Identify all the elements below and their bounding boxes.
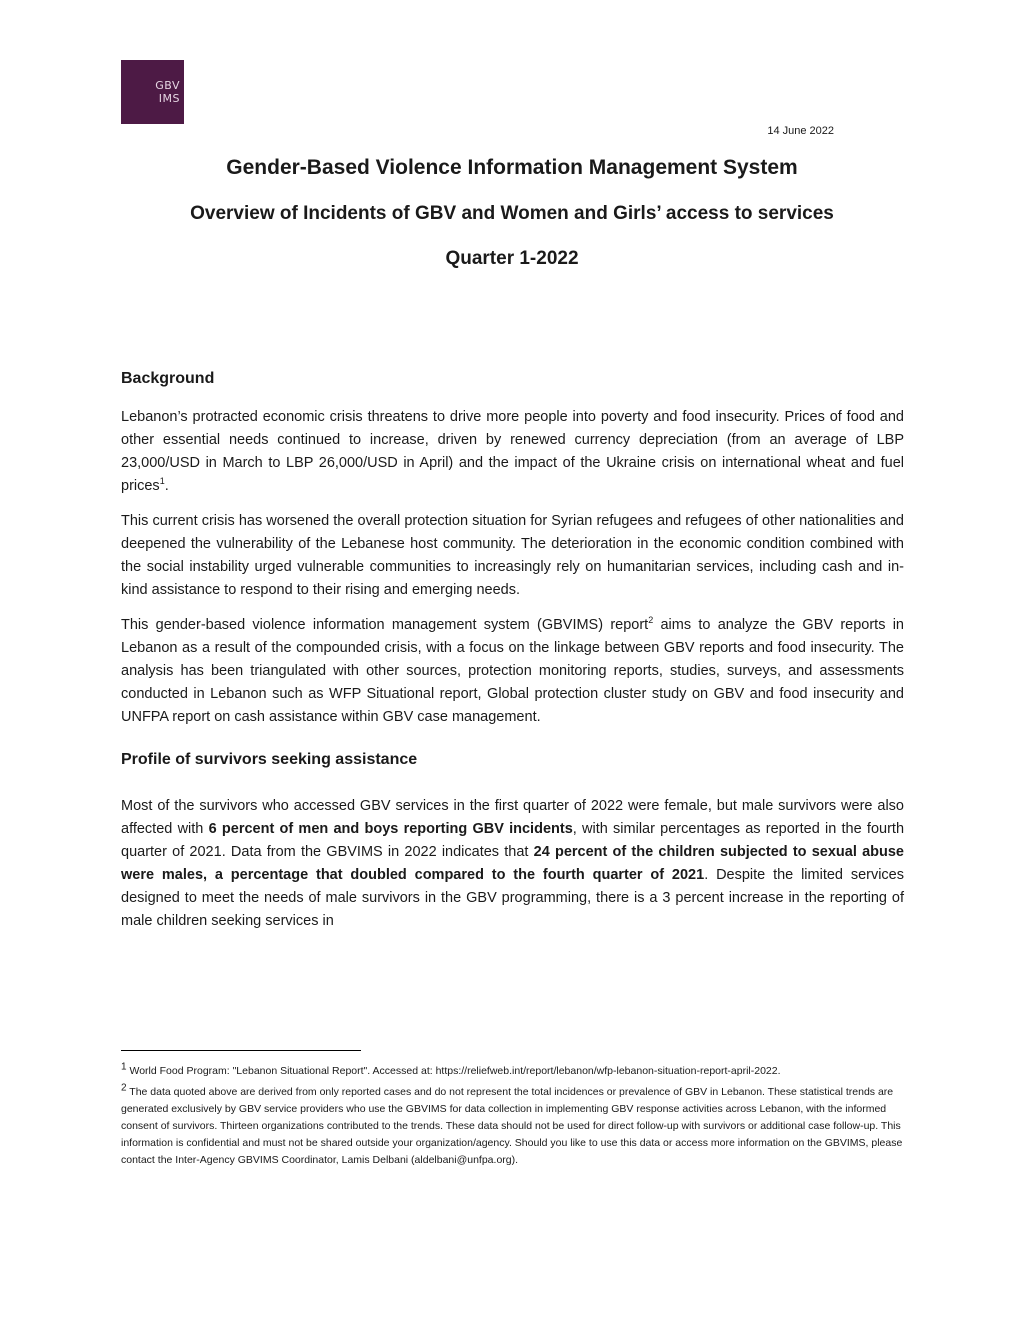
report-date: 14 June 2022: [767, 125, 834, 137]
footnote-ref-1[interactable]: 1: [159, 476, 165, 487]
logo-line2: IMS: [158, 92, 180, 105]
main-title: Gender-Based Violence Information Management System: [226, 156, 798, 179]
background-paragraph-1: Lebanon’s protracted economic crisis threatens to drive more people into poverty and food insecurity. Prices of food and other essential needs continued to increase, driven by renewed currency depreciation (from an average of LBP 23,000/USD in March to LBP 26,000/USD in April) and the impact of the Ukraine crisis on international wheat and fuel prices$^1$.: [121, 409, 904, 494]
logo-line1: GBV: [155, 79, 180, 92]
footnote-divider: [121, 1050, 361, 1051]
quarter-title: Quarter 1-2022: [445, 248, 579, 269]
footnotes: [121, 1063, 904, 1173]
document-body: [121, 368, 904, 945]
subtitle: Overview of Incidents of GBV and Women and Girls’ access to services: [190, 203, 834, 224]
footnote-2: $^2$ The data quoted above are derived from only reported cases and do not represent the total incidences or prevalence of GBV in Lebanon. These statistical trends are generated exclusively by GBV service providers who use the GBVIMS for data collection in implementing GBV response activities across Lebanon, with the informed consent of survivors. Thirteen organizations contributed to the trends. These data should not be used for direct follow-up with survivors or additional case follow-up. This information is confidential and must not be shared outside your organization/agency. Should you like to use this data or access more information on the GBVIMS, please contact the Inter-Agency GBVIMS Coordinator, Lamis Delbani (aldelbani@unfpa.org).: [121, 1082, 903, 1166]
footnote-ref-2[interactable]: 2: [648, 615, 654, 626]
background-paragraph-2: This current crisis has worsened the overall protection situation for Syrian refugees and refugees of other nationalities and deepened the vulnerability of the Lebanese host community. The deterioration in the economic condition combined with the social instability urged vulnerable communities to increasingly rely on humanitarian services, including cash and in-kind assistance to respond to their rising and emerging needs.: [121, 513, 904, 598]
background-paragraph-3: This gender-based violence information management system (GBVIMS) report$^2$ aims to analyze the GBV reports in Lebanon as a result of the compounded crisis, with a focus on the linkage between GBV reports and food insecurity. The analysis has been triangulated with other sources, protection monitoring reports, studies, surveys, and assessments conducted in Lebanon such as WFP Situational report, Global protection cluster study on GBV and food insecurity and UNFPA report on cash assistance within GBV case management.: [121, 615, 904, 725]
background-heading: Background: [121, 370, 215, 387]
title-block: [0, 155, 1024, 291]
footnote-1: $^1$ World Food Program: "Lebanon Situational Report". Accessed at: https://reliefweb.int/report/lebanon/wfp-lebanon-situation-report-april-2022.: [121, 1061, 781, 1077]
profile-heading: Profile of survivors seeking assistance: [121, 751, 418, 768]
profile-paragraph: Most of the survivors who accessed GBV services in the first quarter of 2022 were female, but male survivors were also affected with 6 percent of men and boys reporting GBV incidents, with similar percentages as reported in the fourth quarter of 2021. Data from the GBVIMS in 2022 indicates that 24 percent of the children subjected to sexual abuse were males, a percentage that doubled compared to the fourth quarter of 2021. Despite the limited services designed to meet the needs of male survivors in the GBV programming, there is a 3 percent increase in the reporting of male children seeking services in: [121, 798, 905, 929]
gbvims-logo: [121, 60, 184, 124]
